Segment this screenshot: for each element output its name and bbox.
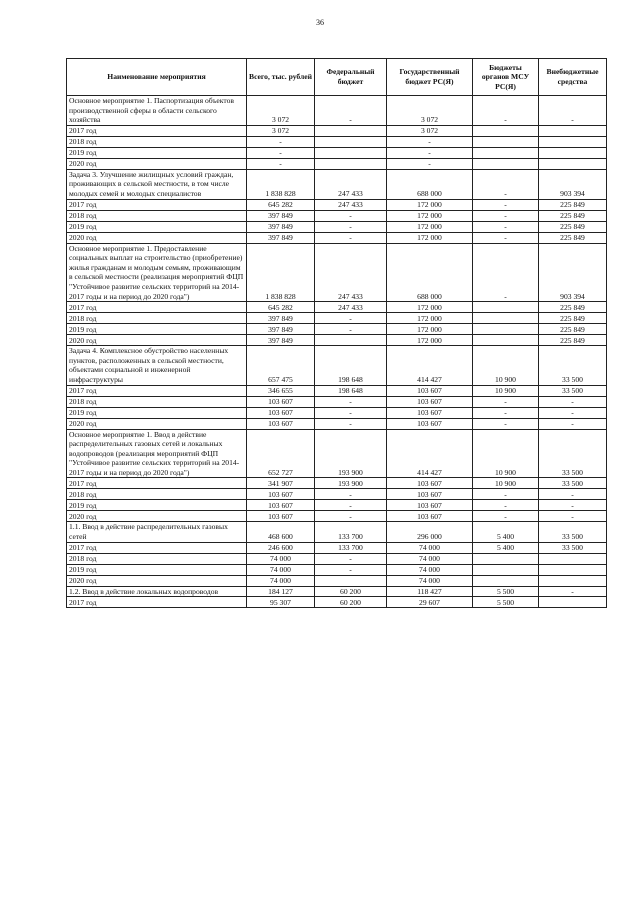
cell-federal: - — [315, 553, 387, 564]
cell-state: 29 607 — [387, 597, 473, 608]
table-row — [67, 407, 607, 418]
table-row — [67, 489, 607, 500]
cell-extrabudget: 225 849 — [539, 335, 607, 346]
cell-name: 2017 год — [67, 302, 247, 313]
cell-extrabudget: - — [539, 500, 607, 511]
cell-municipal — [473, 125, 539, 136]
cell-federal — [315, 136, 387, 147]
table-row — [67, 125, 607, 136]
cell-municipal: - — [473, 199, 539, 210]
cell-state: 296 000 — [387, 522, 473, 542]
cell-total: 1 838 828 — [247, 169, 315, 199]
cell-federal: 247 433 — [315, 243, 387, 302]
cell-name: 2017 год — [67, 125, 247, 136]
cell-extrabudget: - — [539, 96, 607, 126]
cell-total: 397 849 — [247, 210, 315, 221]
cell-federal: 198 648 — [315, 346, 387, 385]
cell-total: 184 127 — [247, 586, 315, 597]
cell-municipal — [473, 313, 539, 324]
table-row — [67, 169, 607, 199]
cell-total: 397 849 — [247, 335, 315, 346]
cell-name: 2020 год — [67, 158, 247, 169]
table-row — [67, 221, 607, 232]
table-row — [67, 210, 607, 221]
cell-total: 3 072 — [247, 125, 315, 136]
table-row — [67, 396, 607, 407]
cell-state: 3 072 — [387, 96, 473, 126]
cell-municipal — [473, 335, 539, 346]
cell-municipal: - — [473, 407, 539, 418]
cell-federal: - — [315, 324, 387, 335]
cell-federal — [315, 575, 387, 586]
cell-municipal — [473, 553, 539, 564]
cell-name: 2020 год — [67, 335, 247, 346]
cell-state: 172 000 — [387, 313, 473, 324]
cell-total: 645 282 — [247, 302, 315, 313]
table-row — [67, 429, 607, 478]
cell-total: 103 607 — [247, 418, 315, 429]
cell-municipal: 10 900 — [473, 385, 539, 396]
cell-name: 1.2. Ввод в действие локальных водопроводов — [67, 586, 247, 597]
cell-state: 103 607 — [387, 478, 473, 489]
cell-extrabudget — [539, 158, 607, 169]
cell-name: 2019 год — [67, 500, 247, 511]
cell-municipal — [473, 575, 539, 586]
cell-total: 397 849 — [247, 232, 315, 243]
cell-municipal: - — [473, 418, 539, 429]
cell-name: Основное мероприятие 1. Предоставление социальных выплат на строительство (приобретение) жилья гражданам и молодым семьям, проживающим в сельской местности (реализация мероприятий ФЦП "Устойчивое развитие сельских территорий на 2014-2017 годы и на период до 2020 года") — [67, 243, 247, 302]
cell-name: 2018 год — [67, 210, 247, 221]
table-row — [67, 313, 607, 324]
cell-extrabudget: 33 500 — [539, 522, 607, 542]
table-row — [67, 324, 607, 335]
header-state: Государственный бюджет РС(Я) — [387, 59, 473, 96]
cell-name: 2020 год — [67, 232, 247, 243]
cell-extrabudget: 225 849 — [539, 324, 607, 335]
cell-extrabudget — [539, 125, 607, 136]
cell-total: 74 000 — [247, 553, 315, 564]
cell-total: 645 282 — [247, 199, 315, 210]
cell-federal: 193 900 — [315, 478, 387, 489]
header-extrabudget: Внебюджетные средства — [539, 59, 607, 96]
cell-extrabudget: 225 849 — [539, 302, 607, 313]
cell-municipal: 5 400 — [473, 522, 539, 542]
cell-total: 468 600 — [247, 522, 315, 542]
cell-state: 74 000 — [387, 553, 473, 564]
cell-extrabudget — [539, 564, 607, 575]
cell-total: 3 072 — [247, 96, 315, 126]
cell-municipal: - — [473, 210, 539, 221]
cell-federal: - — [315, 396, 387, 407]
cell-federal: - — [315, 511, 387, 522]
cell-total: 246 600 — [247, 542, 315, 553]
table-row — [67, 500, 607, 511]
table-row — [67, 511, 607, 522]
cell-municipal: 5 400 — [473, 542, 539, 553]
cell-state: - — [387, 158, 473, 169]
cell-municipal: 10 900 — [473, 478, 539, 489]
table-row — [67, 158, 607, 169]
cell-name: 2018 год — [67, 136, 247, 147]
cell-federal: 247 433 — [315, 169, 387, 199]
cell-extrabudget: - — [539, 586, 607, 597]
cell-federal: - — [315, 221, 387, 232]
table-row — [67, 136, 607, 147]
table-row — [67, 522, 607, 542]
table-row — [67, 575, 607, 586]
cell-state: 103 607 — [387, 396, 473, 407]
cell-total: 103 607 — [247, 396, 315, 407]
table-row — [67, 553, 607, 564]
cell-name: 2019 год — [67, 564, 247, 575]
cell-total: 657 475 — [247, 346, 315, 385]
cell-state: 172 000 — [387, 335, 473, 346]
cell-municipal — [473, 158, 539, 169]
table-row — [67, 243, 607, 302]
cell-federal: - — [315, 210, 387, 221]
header-municipal: Бюджеты органов МСУ РС(Я) — [473, 59, 539, 96]
cell-municipal: - — [473, 511, 539, 522]
cell-federal — [315, 158, 387, 169]
table-body — [67, 96, 607, 608]
cell-total: 95 307 — [247, 597, 315, 608]
cell-name: 2020 год — [67, 575, 247, 586]
header-federal: Федеральный бюджет — [315, 59, 387, 96]
cell-total: 103 607 — [247, 407, 315, 418]
cell-municipal: - — [473, 500, 539, 511]
cell-total: - — [247, 158, 315, 169]
cell-extrabudget: 225 849 — [539, 221, 607, 232]
cell-municipal — [473, 147, 539, 158]
cell-municipal — [473, 324, 539, 335]
cell-extrabudget — [539, 597, 607, 608]
cell-federal: - — [315, 489, 387, 500]
cell-extrabudget — [539, 147, 607, 158]
cell-state: 414 427 — [387, 346, 473, 385]
cell-municipal: 5 500 — [473, 597, 539, 608]
cell-municipal — [473, 564, 539, 575]
table-row — [67, 346, 607, 385]
cell-municipal: 10 900 — [473, 346, 539, 385]
cell-total: 346 655 — [247, 385, 315, 396]
cell-name: 2020 год — [67, 418, 247, 429]
cell-extrabudget: - — [539, 489, 607, 500]
cell-federal — [315, 335, 387, 346]
cell-total: 397 849 — [247, 221, 315, 232]
cell-extrabudget: 33 500 — [539, 542, 607, 553]
header-name: Наименование мероприятия — [67, 59, 247, 96]
cell-municipal: - — [473, 243, 539, 302]
cell-name: 2017 год — [67, 597, 247, 608]
cell-extrabudget: 33 500 — [539, 346, 607, 385]
cell-federal: - — [315, 418, 387, 429]
cell-state: 74 000 — [387, 575, 473, 586]
cell-municipal: - — [473, 489, 539, 500]
header-total: Всего, тыс. рублей — [247, 59, 315, 96]
cell-state: 103 607 — [387, 489, 473, 500]
table-row — [67, 96, 607, 126]
cell-name: 2017 год — [67, 385, 247, 396]
cell-state: 172 000 — [387, 199, 473, 210]
cell-name: 2018 год — [67, 396, 247, 407]
cell-total: - — [247, 136, 315, 147]
cell-total: 341 907 — [247, 478, 315, 489]
cell-federal: 247 433 — [315, 199, 387, 210]
cell-federal: - — [315, 407, 387, 418]
cell-extrabudget: 903 394 — [539, 169, 607, 199]
cell-state: 103 607 — [387, 500, 473, 511]
cell-name: 2018 год — [67, 489, 247, 500]
cell-total: - — [247, 147, 315, 158]
table-row — [67, 586, 607, 597]
cell-total: 1 838 828 — [247, 243, 315, 302]
cell-federal: 247 433 — [315, 302, 387, 313]
cell-state: 103 607 — [387, 511, 473, 522]
cell-federal — [315, 147, 387, 158]
cell-name: 2019 год — [67, 407, 247, 418]
cell-total: 74 000 — [247, 575, 315, 586]
cell-extrabudget — [539, 553, 607, 564]
table-row — [67, 232, 607, 243]
budget-table — [66, 58, 607, 608]
cell-extrabudget: - — [539, 396, 607, 407]
cell-state: 103 607 — [387, 407, 473, 418]
page-number: 36 — [316, 18, 324, 27]
cell-total: 74 000 — [247, 564, 315, 575]
cell-total: 397 849 — [247, 324, 315, 335]
cell-state: 103 607 — [387, 418, 473, 429]
table-row — [67, 564, 607, 575]
cell-name: 2019 год — [67, 221, 247, 232]
cell-extrabudget: - — [539, 418, 607, 429]
cell-name: 1.1. Ввод в действие распределительных газовых сетей — [67, 522, 247, 542]
cell-name: 2019 год — [67, 324, 247, 335]
cell-municipal: 10 900 — [473, 429, 539, 478]
cell-extrabudget: 33 500 — [539, 429, 607, 478]
cell-extrabudget: - — [539, 407, 607, 418]
cell-name: 2017 год — [67, 478, 247, 489]
cell-federal: 60 200 — [315, 597, 387, 608]
cell-state: - — [387, 136, 473, 147]
cell-name: Основное мероприятие 1. Ввод в действие распределительных газовых сетей и локальных водопроводов (реализация мероприятий ФЦП "Устойчивое развитие сельских территорий на 2014-2017 годы и на период до 2020 года") — [67, 429, 247, 478]
cell-state: 74 000 — [387, 564, 473, 575]
cell-name: 2018 год — [67, 553, 247, 564]
cell-state: 688 000 — [387, 169, 473, 199]
cell-name: Задача 3. Улучшение жилищных условий граждан, проживающих в сельской местности, в том числе молодых семей и молодых специалистов — [67, 169, 247, 199]
cell-extrabudget: 225 849 — [539, 232, 607, 243]
cell-extrabudget: 225 849 — [539, 199, 607, 210]
cell-state: 172 000 — [387, 221, 473, 232]
cell-name: Задача 4. Комплексное обустройство населенных пунктов, расположенных в сельской местности, объектами социальной и инженерной инфраструктуры — [67, 346, 247, 385]
cell-extrabudget: - — [539, 511, 607, 522]
cell-federal: - — [315, 564, 387, 575]
cell-federal: 133 700 — [315, 522, 387, 542]
cell-extrabudget — [539, 575, 607, 586]
cell-municipal — [473, 302, 539, 313]
table-row — [67, 418, 607, 429]
cell-name: 2017 год — [67, 199, 247, 210]
cell-total: 103 607 — [247, 489, 315, 500]
table-row — [67, 597, 607, 608]
cell-federal: - — [315, 313, 387, 324]
cell-federal — [315, 125, 387, 136]
cell-state: 74 000 — [387, 542, 473, 553]
cell-federal: 198 648 — [315, 385, 387, 396]
cell-federal: - — [315, 500, 387, 511]
cell-extrabudget: 33 500 — [539, 478, 607, 489]
cell-extrabudget: 225 849 — [539, 210, 607, 221]
cell-extrabudget: 225 849 — [539, 313, 607, 324]
cell-state: 414 427 — [387, 429, 473, 478]
cell-municipal — [473, 136, 539, 147]
cell-municipal: - — [473, 396, 539, 407]
cell-state: 118 427 — [387, 586, 473, 597]
cell-total: 652 727 — [247, 429, 315, 478]
cell-state: 172 000 — [387, 232, 473, 243]
cell-state: 103 607 — [387, 385, 473, 396]
cell-federal: 133 700 — [315, 542, 387, 553]
cell-total: 103 607 — [247, 511, 315, 522]
cell-state: 172 000 — [387, 302, 473, 313]
cell-federal: 60 200 — [315, 586, 387, 597]
cell-state: 3 072 — [387, 125, 473, 136]
cell-federal: 193 900 — [315, 429, 387, 478]
cell-municipal: - — [473, 169, 539, 199]
table-row — [67, 199, 607, 210]
table-row — [67, 478, 607, 489]
cell-name: 2020 год — [67, 511, 247, 522]
table-row — [67, 542, 607, 553]
cell-extrabudget — [539, 136, 607, 147]
table-row — [67, 302, 607, 313]
cell-total: 103 607 — [247, 500, 315, 511]
table-row — [67, 147, 607, 158]
cell-municipal: - — [473, 96, 539, 126]
cell-name: 2018 год — [67, 313, 247, 324]
cell-federal: - — [315, 232, 387, 243]
table-row — [67, 385, 607, 396]
cell-state: 688 000 — [387, 243, 473, 302]
cell-extrabudget: 33 500 — [539, 385, 607, 396]
cell-municipal: - — [473, 221, 539, 232]
cell-total: 397 849 — [247, 313, 315, 324]
cell-state: - — [387, 147, 473, 158]
cell-extrabudget: 903 394 — [539, 243, 607, 302]
table-header-row — [67, 59, 607, 96]
cell-state: 172 000 — [387, 324, 473, 335]
cell-municipal: 5 500 — [473, 586, 539, 597]
cell-municipal: - — [473, 232, 539, 243]
cell-state: 172 000 — [387, 210, 473, 221]
cell-name: 2019 год — [67, 147, 247, 158]
table-row — [67, 335, 607, 346]
cell-federal: - — [315, 96, 387, 126]
cell-name: 2017 год — [67, 542, 247, 553]
cell-name: Основное мероприятие 1. Паспортизация объектов производственной сферы в области сельского хозяйства — [67, 96, 247, 126]
